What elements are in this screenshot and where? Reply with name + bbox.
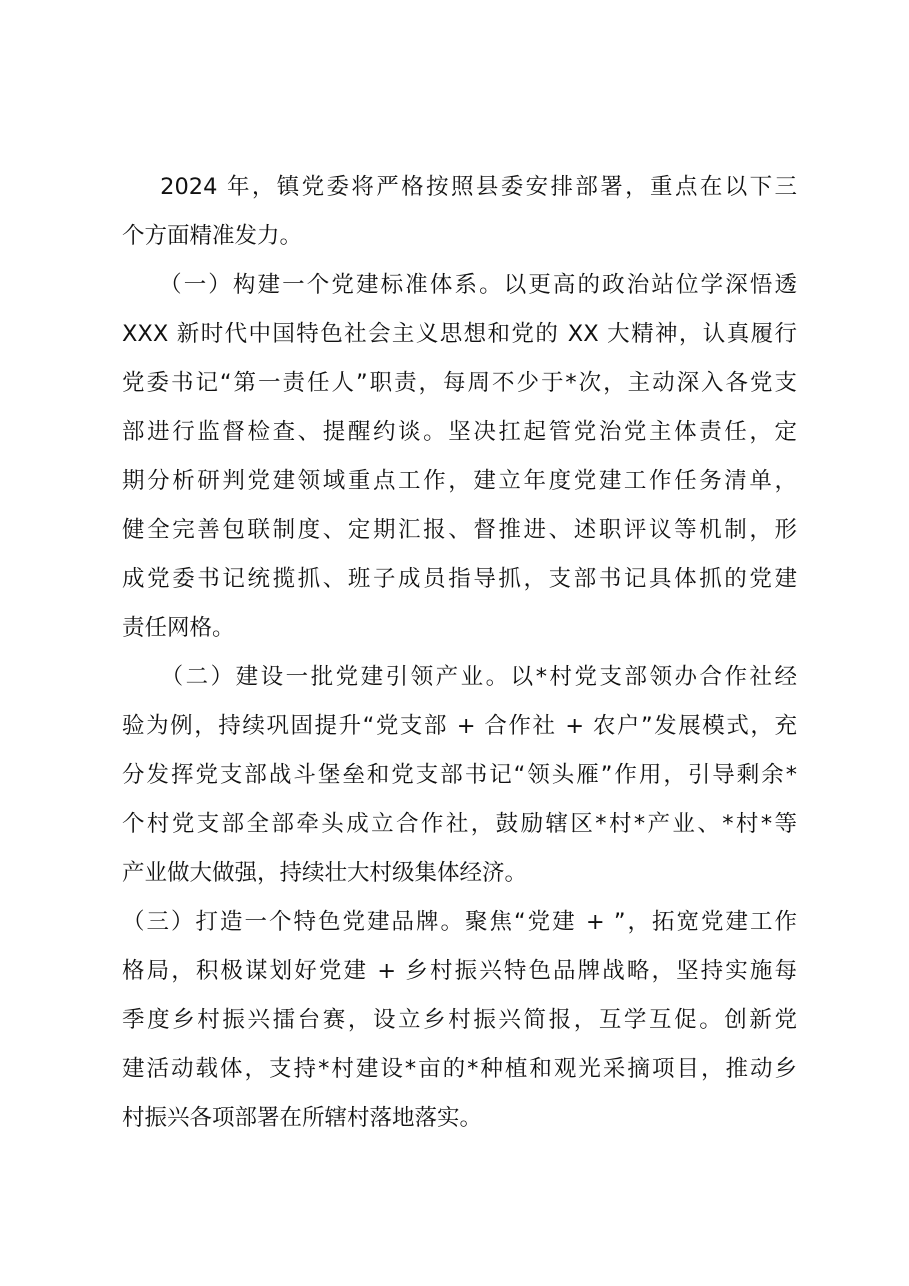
text-line: 村振兴各项部署在所辖村落地落实。 xyxy=(122,1105,483,1131)
document-body xyxy=(122,163,797,1143)
paragraph-section-3 xyxy=(122,898,797,1143)
text-line: 分发挥党支部战斗堡垒和党支部书记“领头雁”作用，引导剩余* xyxy=(122,762,797,788)
text-line: 季度乡村振兴擂台赛，设立乡村振兴简报，互学互促。创新党 xyxy=(122,1007,797,1033)
text-line: 部进行监督检查、提醒约谈。坚决扛起管党治党主体责任，定 xyxy=(122,419,797,445)
text-line: XXX 新时代中国特色社会主义思想和党的 XX 大精神，认真履行 xyxy=(122,321,797,347)
text-line: （一）构建一个党建标准体系。以更高的政治站位学深悟透 xyxy=(122,272,797,298)
text-line: 产业做大做强，持续壮大村级集体经济。 xyxy=(122,860,528,886)
text-line: 个村党支部全部牵头成立合作社，鼓励辖区*村*产业、*村*等 xyxy=(122,811,797,837)
text-line: 2024 年，镇党委将严格按照县委安排部署，重点在以下三 xyxy=(122,174,797,200)
text-line: 健全完善包联制度、定期汇报、督推进、述职评议等机制，形 xyxy=(122,517,797,543)
text-line: 验为例，持续巩固提升“党支部 + 合作社 + 农户”发展模式，充 xyxy=(122,713,797,739)
text-line: 建活动载体，支持*村建设*亩的*种植和观光采摘项目，推动乡 xyxy=(122,1056,797,1082)
text-line: 格局，积极谋划好党建 + 乡村振兴特色品牌战略，坚持实施每 xyxy=(122,958,797,984)
text-line: 成党委书记统揽抓、班子成员指导抓，支部书记具体抓的党建 xyxy=(122,566,797,592)
paragraph-section-1 xyxy=(122,261,797,653)
text-line: 责任网格。 xyxy=(122,615,235,641)
paragraph-intro xyxy=(122,163,797,261)
text-line: 期分析研判党建领域重点工作，建立年度党建工作任务清单， xyxy=(122,468,797,494)
text-line: 个方面精准发力。 xyxy=(122,223,303,249)
paragraph-section-2 xyxy=(122,653,797,898)
text-line: （三）打造一个特色党建品牌。聚焦“党建 + ”，拓宽党建工作 xyxy=(122,909,797,935)
text-line: （二）建设一批党建引领产业。以*村党支部领办合作社经 xyxy=(122,664,797,690)
text-line: 党委书记“第一责任人”职责，每周不少于*次，主动深入各党支 xyxy=(122,370,797,396)
